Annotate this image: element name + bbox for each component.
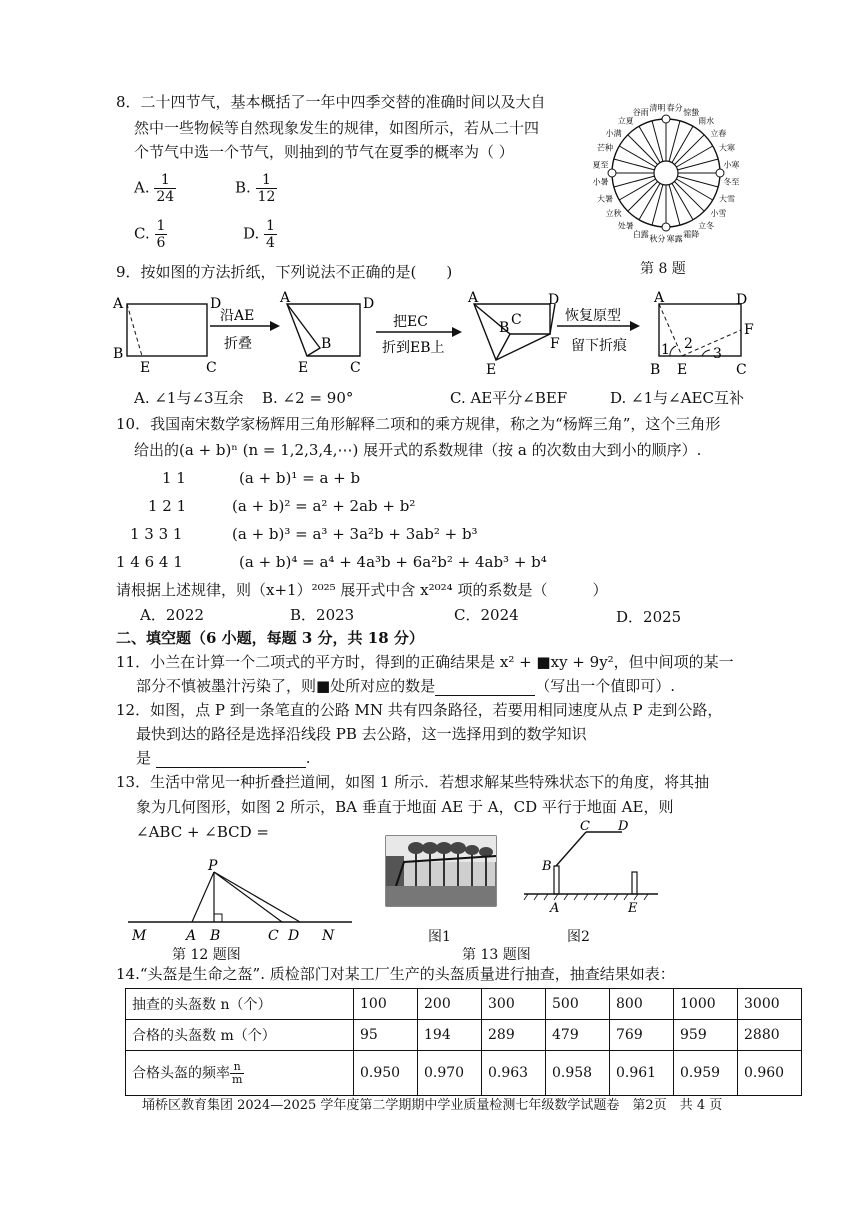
q13-photo: [386, 836, 496, 906]
section-2-heading: 二、填空题（6 小题，每题 3 分，共 18 分）: [116, 629, 424, 647]
solar-term-label: 小满: [605, 128, 622, 138]
svg-text:A: A: [280, 290, 291, 306]
svg-text:2: 2: [684, 336, 693, 352]
solar-term-label: 惊蛰: [683, 108, 700, 118]
q13-figure-caption: 第 13 题图: [462, 947, 531, 963]
svg-text:E: E: [298, 360, 309, 376]
q10-eq2: (a + b)² = a² + 2ab + b²: [232, 497, 416, 515]
q9-label-e1: E: [140, 360, 151, 376]
solar-term-label: 小雪: [710, 209, 727, 219]
q13-fig1-label: 图1: [428, 929, 451, 945]
svg-text:E: E: [486, 362, 497, 378]
q11-line2: 部分不慎被墨汁污染了，则■处所对应的数是 （写出一个值即可）.: [136, 677, 675, 695]
q13-fig2-label: 图2: [567, 929, 590, 945]
table-row-label: 合格的头盔数 m（个）: [126, 1020, 354, 1051]
q13-diagram: [518, 819, 668, 922]
solar-term-label: 清明: [649, 103, 666, 113]
q13-line3: ∠ABC + ∠BCD =: [136, 822, 354, 842]
q9-label-b1: B: [113, 346, 124, 362]
solar-term-label: 立夏: [617, 116, 634, 126]
solar-term-label: 雨水: [698, 116, 715, 126]
svg-text:F: F: [550, 336, 560, 352]
solar-term-label: 小寒: [723, 160, 740, 170]
solar-term-label: 立冬: [698, 221, 715, 231]
season-marker: [716, 169, 724, 177]
q12-answer-blank[interactable]: [156, 751, 306, 768]
q9-option-d: D. ∠1与∠AEC互补: [610, 389, 744, 407]
q12-line2: 最快到达的路径是选择沿线段 PB 去公路，这一选择用到的数学知识: [136, 725, 587, 743]
solar-term-label: 大雪: [718, 194, 735, 204]
q12-label-c: C: [268, 928, 279, 944]
solar-term-label: 处暑: [617, 221, 634, 231]
q12-label-a: A: [186, 928, 197, 944]
q9-option-b: B. ∠2 = 90°: [262, 389, 354, 407]
solar-term-label: 霜降: [683, 229, 700, 239]
q10-option-c: C．2024: [454, 606, 519, 624]
svg-text:B: B: [650, 362, 661, 378]
q14-results-table: [125, 988, 802, 1096]
solar-term-label: 春分: [666, 103, 683, 113]
solar-term-label: 芒种: [597, 143, 614, 153]
season-marker: [662, 223, 670, 231]
q8-figure-caption: 第 8 题: [640, 261, 686, 277]
svg-text:C: C: [350, 360, 361, 376]
solar-term-label: 谷雨: [632, 108, 649, 118]
svg-text:B: B: [321, 336, 332, 352]
q9-label-d1: D: [210, 296, 222, 312]
svg-text:E: E: [677, 362, 688, 378]
page-footer: 埇桥区教育集团 2024—2025 学年度第二学期期中学业质量检测七年级数学试题卷 第2页 共 4 页: [142, 1098, 723, 1113]
q12-label-n: N: [322, 928, 335, 944]
solar-terms-wheel: [586, 93, 746, 253]
q10-line3: 请根据上述规律，则（x+1）²⁰²⁵ 展开式中含 x²⁰²⁴ 项的系数是（ ）: [116, 581, 608, 599]
q9-step3-top: 恢复原型: [565, 308, 621, 324]
solar-term-label: 大寒: [718, 143, 735, 153]
q10-option-b: B．2023: [290, 606, 355, 624]
q9-step3-bot: 留下折痕: [571, 338, 627, 354]
solar-term-label: 白露: [632, 229, 649, 239]
table-row: 抽查的头盔数 n（个） 100 200 300 500 800 1000 3000: [126, 989, 802, 1020]
q11-answer-blank[interactable]: [435, 679, 535, 696]
q13-line1: 13．生活中常见一种折叠拦道闸，如图 1 所示．若想求解某些特殊状态下的角度，将其抽: [116, 773, 710, 791]
q12-label-p: P: [208, 858, 218, 874]
q12-line1: 12．如图，点 P 到一条笔直的公路 MN 共有四条路径，若要用相同速度从点 P 走到公路，: [116, 701, 723, 719]
q12-figure-caption: 第 12 题图: [172, 947, 241, 963]
season-marker: [608, 169, 616, 177]
q10-row3: 1 3 3 1: [130, 525, 183, 543]
q9-step2-bot: 折到EB上: [382, 340, 445, 356]
q10-option-d: D．2025: [616, 608, 682, 626]
q13-label-e: E: [628, 901, 638, 916]
table-row-label: 合格头盔的频率 $\frac{n}{m}$: [126, 1051, 354, 1096]
q10-line1: 10．我国南宋数学家杨辉用三角形解释二项和的乘方规律，称之为“杨辉三角”，这个三角形: [116, 415, 721, 433]
q10-option-a: A．2022: [140, 606, 205, 624]
q12-label-m: M: [132, 928, 147, 944]
q13-label-b: B: [542, 859, 552, 874]
q13-label-a: A: [550, 901, 560, 916]
svg-text:D: D: [363, 296, 375, 312]
svg-text:D: D: [736, 292, 748, 308]
q9-question: 9．按如图的方法折纸，下列说法不正确的是( ): [116, 263, 453, 281]
q8-option-c: C. $\frac{1}{6}$: [134, 218, 166, 251]
q14-question: 14.“头盔是生命之盔”. 质检部门对某工厂生产的头盔质量进行抽查，抽查结果如表：: [116, 965, 675, 983]
q9-step1-top: 沿AE: [220, 308, 255, 324]
svg-text:B: B: [499, 320, 510, 336]
solar-term-label: 秋分: [649, 234, 666, 244]
q13-label-d: D: [618, 819, 629, 834]
q10-row2: 1 2 1: [148, 497, 187, 515]
svg-text:3: 3: [713, 346, 722, 362]
q10-eq4: (a + b)⁴ = a⁴ + 4a³b + 6a²b² + 4ab³ + b⁴: [239, 553, 547, 571]
q9-option-a: A. ∠1与∠3互余: [134, 389, 244, 407]
q9-label-c1: C: [206, 360, 217, 376]
table-row-label: 抽查的头盔数 n（个）: [126, 989, 354, 1020]
solar-term-label: 小暑: [592, 177, 609, 187]
q12-line3: 是 .: [136, 749, 311, 767]
table-row: 合格头盔的频率 $\frac{n}{m}$ 0.950 0.970 0.963 0.958 0.961 0.959 0.960: [126, 1051, 802, 1096]
svg-text:1: 1: [661, 342, 670, 358]
q13-answer-blank[interactable]: [274, 826, 354, 842]
q8-line2: 然中一些物候等自然现象发生的规律，如图所示，若从二十四: [134, 119, 540, 137]
q9-step1-bot: 折叠: [224, 336, 252, 352]
table-row: 合格的头盔数 m（个） 95 194 289 479 769 959 2880: [126, 1020, 802, 1051]
q8-line1: 8．二十四节气，基本概括了一年中四季交替的准确时间以及大自: [116, 93, 546, 111]
q9-step2-top: 把EC: [393, 314, 428, 330]
svg-text:D: D: [548, 292, 560, 308]
q10-eq1: (a + b)¹ = a + b: [239, 469, 361, 487]
solar-term-label: 冬至: [723, 177, 740, 187]
svg-text:A: A: [654, 290, 665, 306]
svg-text:C: C: [511, 312, 522, 328]
q8-option-b: B. $\frac{1}{12}$: [235, 172, 276, 205]
solar-term-label: 夏至: [592, 160, 609, 170]
q12-label-d: D: [288, 928, 300, 944]
svg-text:A: A: [468, 290, 479, 306]
q9-fold-diagram: [110, 290, 770, 380]
q12-figure: [122, 858, 352, 948]
q12-label-b: B: [210, 928, 221, 944]
q10-eq3: (a + b)³ = a³ + 3a²b + 3ab² + b³: [232, 525, 478, 543]
solar-term-label: 立秋: [605, 209, 622, 219]
solar-term-label: 立春: [710, 128, 727, 138]
solar-term-label: 大暑: [597, 194, 614, 204]
season-marker: [662, 115, 670, 123]
q13-label-c: C: [580, 819, 590, 834]
q9-option-c: C. AE平分∠BEF: [450, 389, 568, 407]
q9-label-a1: A: [113, 296, 124, 312]
q8-option-a: A. $\frac{1}{24}$: [134, 172, 175, 205]
svg-text:F: F: [744, 322, 754, 338]
q10-line2: 给出的(a + b)ⁿ (n = 1,2,3,4,⋯) 展开式的系数规律（按 a 的次数由大到小的顺序）.: [134, 441, 702, 459]
svg-text:C: C: [736, 362, 747, 378]
q11-line1: 11．小兰在计算一个二项式的平方时，得到的正确结果是 x² + ■xy + 9y²，但中间项的某一: [116, 653, 734, 671]
q10-row1: 1 1: [162, 469, 186, 487]
solar-term-label: 寒露: [666, 234, 683, 244]
q8-line3: 个节气中选一个节气，则抽到的节气在夏季的概率为（ ）: [134, 143, 514, 161]
q13-line2: 象为几何图形，如图 2 所示，BA 垂直于地面 AE 于 A，CD 平行于地面 AE，则: [136, 798, 674, 816]
q8-option-d: D. $\frac{1}{4}$: [243, 218, 275, 251]
q10-row4: 1 4 6 4 1: [116, 553, 183, 571]
